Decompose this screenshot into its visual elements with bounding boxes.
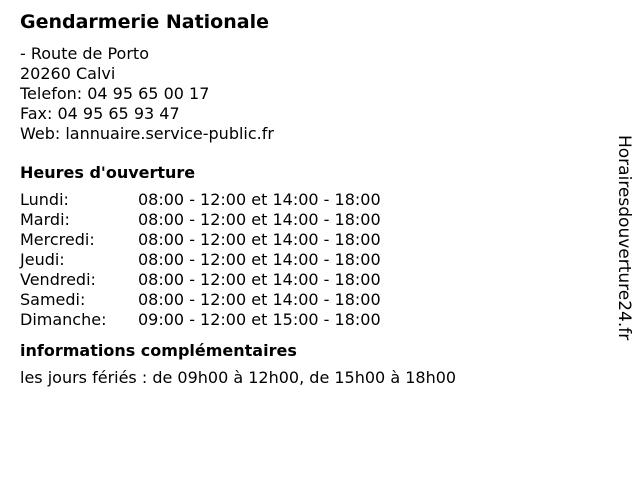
opening-hours-heading: Heures d'ouverture [20, 163, 196, 182]
day-hours: 08:00 - 12:00 et 14:00 - 18:00 [138, 290, 381, 309]
website: Web: lannuaire.service-public.fr [20, 124, 274, 143]
additional-info-heading: informations complémentaires [20, 341, 297, 360]
day-label: Mardi: [20, 210, 70, 229]
site-watermark: Horairesdouverture24.fr [614, 135, 634, 341]
day-hours: 08:00 - 12:00 et 14:00 - 18:00 [138, 250, 381, 269]
hours-row-saturday [20, 290, 600, 310]
hours-row-friday [20, 270, 600, 290]
day-hours: 08:00 - 12:00 et 14:00 - 18:00 [138, 230, 381, 249]
day-label: Mercredi: [20, 230, 95, 249]
day-hours: 08:00 - 12:00 et 14:00 - 18:00 [138, 190, 381, 209]
opening-hours-table [20, 190, 600, 330]
hours-row-tuesday [20, 210, 600, 230]
day-hours: 08:00 - 12:00 et 14:00 - 18:00 [138, 210, 381, 229]
city-postal: 20260 Calvi [20, 64, 116, 83]
hours-row-monday [20, 190, 600, 210]
phone-number: Telefon: 04 95 65 00 17 [20, 84, 210, 103]
day-label: Dimanche: [20, 310, 107, 329]
hours-row-thursday [20, 250, 600, 270]
business-card [20, 9, 600, 388]
holiday-hours-text: les jours fériés : de 09h00 à 12h00, de 15h00 à 18h00 [20, 368, 457, 387]
street-address: - Route de Porto [20, 44, 149, 63]
day-label: Samedi: [20, 290, 86, 309]
day-label: Lundi: [20, 190, 69, 209]
hours-row-wednesday [20, 230, 600, 250]
hours-row-sunday [20, 310, 600, 330]
day-label: Vendredi: [20, 270, 96, 289]
day-label: Jeudi: [20, 250, 65, 269]
address-block [20, 44, 600, 144]
day-hours: 09:00 - 12:00 et 15:00 - 18:00 [138, 310, 381, 329]
business-name: Gendarmerie Nationale [20, 11, 269, 33]
day-hours: 08:00 - 12:00 et 14:00 - 18:00 [138, 270, 381, 289]
fax-number: Fax: 04 95 65 93 47 [20, 104, 180, 123]
